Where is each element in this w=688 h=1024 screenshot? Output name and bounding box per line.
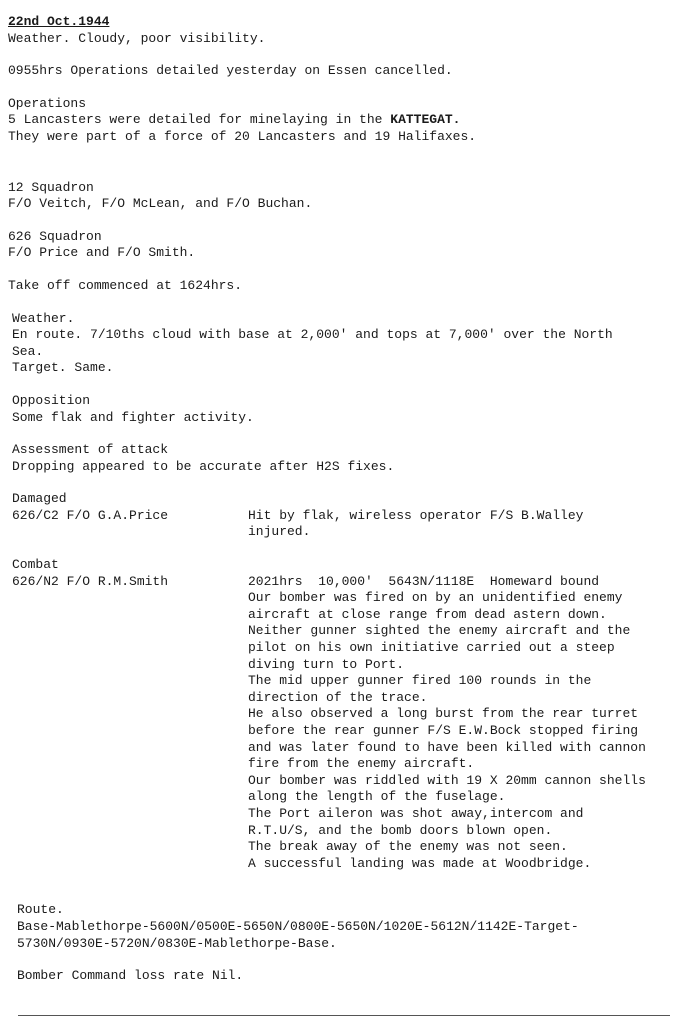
combat-detail-line: direction of the trace. xyxy=(248,689,428,705)
route-line-1: Base-Mablethorpe-5600N/0500E-5650N/0800E-5650N/1020E-5612N/1142E-Target- xyxy=(17,918,579,934)
weather-target: Target. Same. xyxy=(12,360,114,376)
document-page xyxy=(8,14,680,985)
combat-detail-line: diving turn to Port. xyxy=(248,656,405,672)
combat-detail-line: The Port aileron was shot away,intercom and xyxy=(248,805,584,821)
damaged-entry xyxy=(12,508,680,541)
footer-divider xyxy=(18,1015,670,1016)
weather-route-line-2: Sea. xyxy=(12,343,44,359)
combat-detail-line: along the length of the fuselage. xyxy=(248,789,506,805)
route-heading: Route. xyxy=(17,902,64,918)
opposition-text: Some flak and fighter activity. xyxy=(12,409,254,425)
weather-heading: Weather. xyxy=(12,310,75,326)
combat-detail-line: fire from the enemy aircraft. xyxy=(248,756,475,772)
combat-detail-line: before the rear gunner F/S E.W.Bock stopped firing xyxy=(248,723,639,738)
combat-aircraft: 626/N2 F/O R.M.Smith xyxy=(12,573,169,589)
weather-summary: Weather. Cloudy, poor visibility. xyxy=(8,30,266,46)
damaged-detail-line: Hit by flak, wireless operator F/S B.Walley xyxy=(248,507,584,523)
combat-detail-line: The mid upper gunner fired 100 rounds in the xyxy=(248,673,592,689)
combat-heading: Combat xyxy=(12,557,59,573)
damaged-aircraft: 626/C2 F/O G.A.Price xyxy=(12,507,169,523)
combat-detail-line: pilot on his own initiative carried out a steep xyxy=(248,640,615,656)
squadron-626-heading: 626 Squadron xyxy=(8,228,102,244)
combat-detail-line: 2021hrs 10,000' 5643N/1118E Homeward bound xyxy=(248,573,600,589)
opposition-heading: Opposition xyxy=(12,392,91,408)
damaged-heading: Damaged xyxy=(12,491,67,507)
squadron-12-crews: F/O Veitch, F/O McLean, and F/O Buchan. xyxy=(8,196,313,212)
weather-route-line-1: En route. 7/10ths cloud with base at 2,000' and tops at 7,000' over the North xyxy=(12,327,613,343)
operations-line-2: They were part of a force of 20 Lancasters and 19 Halifaxes. xyxy=(8,128,477,144)
cancelled-note: 0955hrs Operations detailed yesterday on Essen cancelled. xyxy=(8,63,453,79)
loss-rate: Bomber Command loss rate Nil. xyxy=(17,968,244,984)
operations-heading: Operations xyxy=(8,95,87,111)
route-line-2: 5730N/0930E-5720N/0830E-Mablethorpe-Base. xyxy=(17,935,337,951)
squadron-12-heading: 12 Squadron xyxy=(8,179,94,195)
combat-detail-line: R.T.U/S, and the bomb doors blown open. xyxy=(248,822,553,838)
combat-detail-line: A successful landing was made at Woodbridge. xyxy=(248,855,592,871)
combat-detail-line: aircraft at close range from dead astern down. xyxy=(248,606,607,622)
combat-detail-line: and was later found to have been killed with cannon xyxy=(248,739,646,755)
takeoff-time: Take off commenced at 1624hrs. xyxy=(8,277,243,293)
operations-target: KATTEGAT. xyxy=(390,112,461,128)
combat-detail-line: He also observed a long burst from the rear turret xyxy=(248,706,639,722)
assessment-text: Dropping appeared to be accurate after H2S fixes. xyxy=(12,458,395,474)
combat-entry xyxy=(12,574,680,873)
assessment-heading: Assessment of attack xyxy=(12,442,169,458)
operations-line-1-text: 5 Lancasters were detailed for minelaying in the xyxy=(8,112,391,128)
combat-detail-line: Our bomber was fired on by an unidentified enemy xyxy=(248,590,623,606)
operations-line-1 xyxy=(8,112,680,129)
squadron-626-crews: F/O Price and F/O Smith. xyxy=(8,245,196,261)
damaged-detail-line: injured. xyxy=(248,524,311,540)
combat-detail-line: Our bomber was riddled with 19 X 20mm cannon shells xyxy=(248,772,646,788)
combat-detail-line: Neither gunner sighted the enemy aircraft and the xyxy=(248,623,631,639)
date-heading: 22nd Oct.1944 xyxy=(8,14,110,29)
combat-detail-line: The break away of the enemy was not seen. xyxy=(248,839,568,855)
